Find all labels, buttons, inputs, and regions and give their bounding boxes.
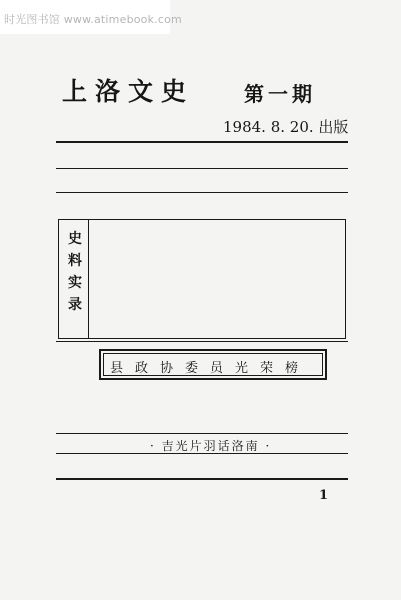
divider: [56, 341, 348, 342]
divider: [56, 168, 348, 169]
divider: [56, 478, 348, 480]
section-divider: [88, 219, 89, 339]
decorative-section-title: · 吉光片羽话洛南 ·: [150, 439, 272, 453]
section-label: 史 料 实 录: [68, 231, 82, 313]
issue-number: 第一期: [244, 82, 316, 106]
publish-date: 1984. 8. 20. 出版: [223, 118, 349, 136]
honor-banner: 县政协委员光荣榜: [110, 361, 311, 376]
history-section-box: [58, 219, 346, 339]
divider: [56, 433, 348, 434]
divider: [56, 192, 348, 193]
divider: [56, 453, 348, 454]
journal-title: 上洛文史: [62, 77, 195, 106]
watermark-box: [0, 0, 182, 34]
divider: [56, 141, 348, 143]
watermark: 时光图书馆 www.atimebook.com: [4, 13, 182, 26]
page-number: 1: [319, 488, 329, 503]
